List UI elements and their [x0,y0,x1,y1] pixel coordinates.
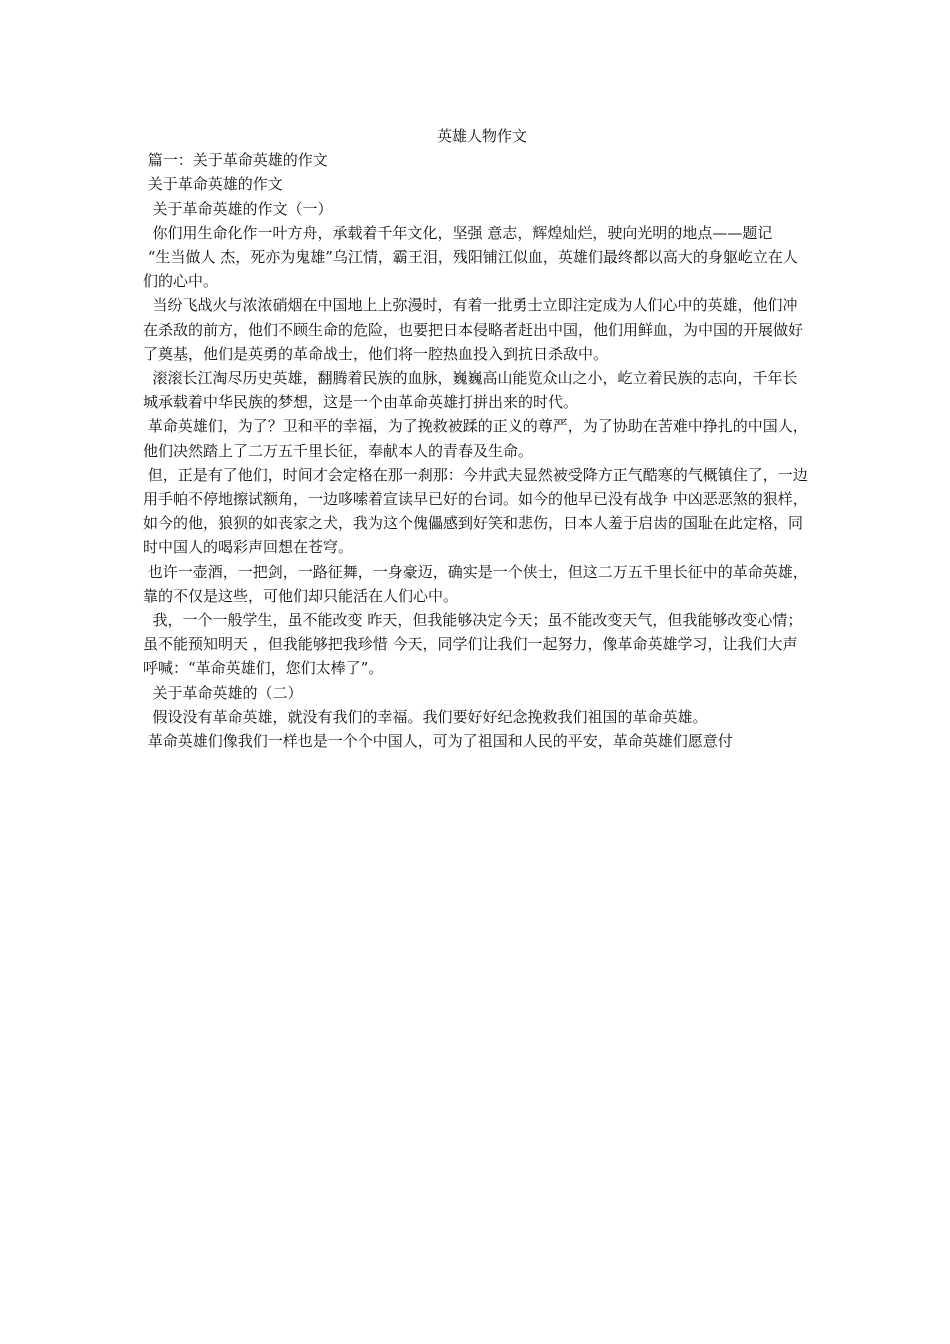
paragraph: 也许一壶酒，一把剑，一路征舞，一身豪迈，确实是一个侠士，但这二万五千里长征中的革命英雄，靠的不仅是这些，可他们却只能活在人们心中。 [143,562,808,605]
paragraph: 关于革命英雄的作文（一） [143,199,333,218]
paragraph: 关于革命英雄的作文 [143,175,283,194]
paragraph: 当纷飞战火与浓浓硝烟在中国地上上弥漫时，有着一批勇士立即注定成为人们心中的英雄，他们冲在杀敌的前方，他们不顾生命的危险，也要把日本侵略者赶出中国，他们用鲜血，为中国的开展做好了奠基，他们是英勇的革命战士，他们将一腔热血投入到抗日杀敌中。 [143,296,804,363]
paragraph: 滚滚长江淘尽历史英雄，翻腾着民族的血脉，巍巍高山能览众山之小，屹立着民族的志向，千年长城承载着中华民族的梦想，这是一个由革命英雄打拼出来的时代。 [143,369,798,412]
paragraph: 篇一：关于革命英雄的作文 [143,151,328,170]
paragraph: “生当做人 杰，死亦为鬼雄”乌江情，霸王泪，残阳铺江似血，英雄们最终都以高大的身躯屹立在人们的心中。 [143,248,798,291]
document-title: 英雄人物作文 [436,127,527,145]
document-body [143,124,811,753]
paragraph: 假设没有革命英雄，就没有我们的幸福。我们要好好纪念挽救我们祖国的革命英雄。 [143,707,708,726]
paragraph: 你们用生命化作一叶方舟，承载着千年文化，坚强 意志，辉煌灿烂，驶向光明的地点——题记 [143,223,773,242]
paragraph: 革命英雄们，为了？卫和平的幸福，为了挽救被蹂的正义的尊严，为了协助在苦难中挣扎的中国人，他们决然踏上了二万五千里长征，奉献本人的青春及生命。 [143,417,808,460]
paragraph: 关于革命英雄的（二） [143,683,303,702]
paragraph: 但，正是有了他们，时间才会定格在那一刹那：今井武夫显然被受降方正气酷寒的气概镇住了，一边用手帕不停地擦试额角，一边哆嗦着宣读早已好的台词。如今的他早已没有战争 中凶恶恶煞的狠样，如今的他，狼狈的如丧家之犬，我为这个傀儡感到好笑和悲伤，日本人羞于启齿的国耻在此定格，同时中国人的喝彩声回想在苍穹。 [143,465,808,557]
paragraph: 革命英雄们像我们一样也是一个个中国人，可为了祖国和人民的平安，革命英雄们愿意付 [143,732,733,751]
paragraph: 我，一个一般学生，虽不能改变 昨天，但我能够决定今天；虽不能改变天气，但我能够改变心情；虽不能预知明天 ，但我能够把我珍惜 今天，同学们让我们一起努力，像革命英雄学习，让我们大声呼喊：“革命英雄们，您们太棒了”。 [143,611,803,678]
